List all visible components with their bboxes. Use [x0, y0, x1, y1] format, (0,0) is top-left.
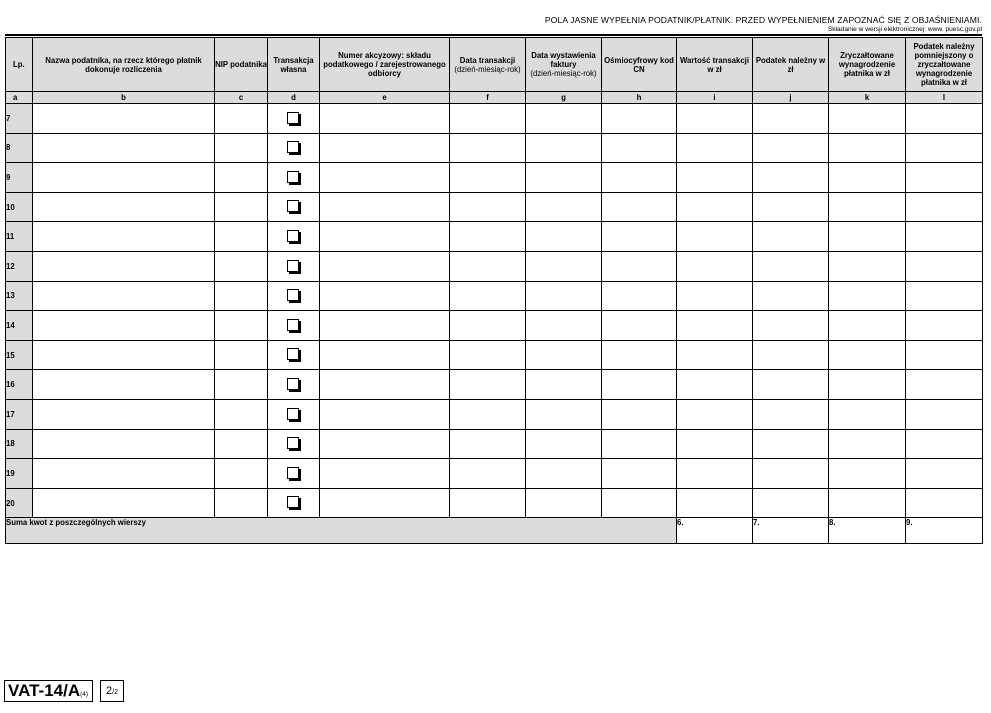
transakcja-wlasna-cell: [268, 429, 320, 459]
column-header-lp: [6, 38, 33, 92]
field-nazwa[interactable]: [33, 222, 215, 252]
field-podatek[interactable]: [753, 163, 829, 193]
field-wartosc[interactable]: [677, 370, 753, 400]
table-row: [6, 370, 983, 400]
column-header-nazwa: [33, 38, 215, 92]
table-row: [6, 133, 983, 163]
field-data_tr[interactable]: [450, 222, 526, 252]
field-data_fv[interactable]: [526, 311, 602, 341]
field-data_tr[interactable]: [450, 281, 526, 311]
field-cn[interactable]: [602, 311, 677, 341]
transakcja-wlasna-cell: [268, 488, 320, 518]
electronic-submission-note: Składanie w wersji elektronicznej: www. puesc.gov.pl: [827, 26, 982, 33]
field-wartosc[interactable]: [677, 340, 753, 370]
column-header-sublabel: (dzień-miesiąc-rok): [454, 64, 521, 74]
transakcja-wlasna-checkbox[interactable]: [287, 230, 299, 242]
row-number: 12: [6, 251, 33, 281]
field-pomn[interactable]: [906, 133, 983, 163]
row-number: 9: [6, 163, 33, 193]
field-numer[interactable]: [320, 192, 450, 222]
field-nazwa[interactable]: [33, 429, 215, 459]
transakcja-wlasna-cell: [268, 311, 320, 341]
field-podatek[interactable]: [753, 104, 829, 134]
transakcja-wlasna-cell: [268, 222, 320, 252]
field-cn[interactable]: [602, 222, 677, 252]
field-cn[interactable]: [602, 104, 677, 134]
page-current: 2: [106, 685, 113, 697]
field-nip[interactable]: [215, 311, 268, 341]
field-podatek[interactable]: [753, 399, 829, 429]
field-nip[interactable]: [215, 370, 268, 400]
field-zrycz[interactable]: [829, 311, 906, 341]
column-letter-nip: c: [215, 92, 268, 104]
field-wartosc[interactable]: [677, 311, 753, 341]
field-data_tr[interactable]: [450, 488, 526, 518]
form-identifier: [4, 680, 93, 702]
transakcja-wlasna-cell: [268, 163, 320, 193]
transakcja-wlasna-checkbox[interactable]: [287, 348, 299, 360]
field-data_tr[interactable]: [450, 459, 526, 489]
form-id-text: VAT-14/A: [8, 681, 81, 700]
transakcja-wlasna-cell: [268, 251, 320, 281]
field-data_fv[interactable]: [526, 429, 602, 459]
header-rule: [5, 34, 982, 36]
field-numer[interactable]: [320, 163, 450, 193]
field-data_fv[interactable]: [526, 488, 602, 518]
transakcja-wlasna-checkbox[interactable]: [287, 408, 299, 420]
row-number: 11: [6, 222, 33, 252]
transakcja-wlasna-checkbox[interactable]: [287, 289, 299, 301]
field-cn[interactable]: [602, 340, 677, 370]
row-number: 20: [6, 488, 33, 518]
field-cn[interactable]: [602, 370, 677, 400]
field-data_fv[interactable]: [526, 133, 602, 163]
summary-field-pomniejszony[interactable]: 9.: [906, 518, 983, 544]
field-pomn[interactable]: [906, 488, 983, 518]
field-cn[interactable]: [602, 399, 677, 429]
field-pomn[interactable]: [906, 399, 983, 429]
field-numer[interactable]: [320, 488, 450, 518]
transakcja-wlasna-checkbox[interactable]: [287, 378, 299, 390]
transakcja-wlasna-checkbox[interactable]: [287, 171, 299, 183]
field-zrycz[interactable]: [829, 340, 906, 370]
row-number: 8: [6, 133, 33, 163]
column-letter-data_tr: f: [450, 92, 526, 104]
field-pomn[interactable]: [906, 429, 983, 459]
field-data_fv[interactable]: [526, 340, 602, 370]
field-wartosc[interactable]: [677, 488, 753, 518]
field-podatek[interactable]: [753, 340, 829, 370]
column-letter-nazwa: b: [33, 92, 215, 104]
column-letter-data_fv: g: [526, 92, 602, 104]
field-nip[interactable]: [215, 192, 268, 222]
field-podatek[interactable]: [753, 370, 829, 400]
summary-field-zryczaltowane[interactable]: 8.: [829, 518, 906, 544]
transakcja-wlasna-checkbox[interactable]: [287, 319, 299, 331]
field-wartosc[interactable]: [677, 192, 753, 222]
field-podatek[interactable]: [753, 222, 829, 252]
field-cn[interactable]: [602, 251, 677, 281]
field-nip[interactable]: [215, 459, 268, 489]
field-numer[interactable]: [320, 429, 450, 459]
field-data_tr[interactable]: [450, 192, 526, 222]
column-letter-pomn: l: [906, 92, 983, 104]
field-pomn[interactable]: [906, 222, 983, 252]
table-row: [6, 488, 983, 518]
transakcja-wlasna-checkbox[interactable]: [287, 467, 299, 479]
table-row: [6, 340, 983, 370]
field-podatek[interactable]: [753, 459, 829, 489]
table-body: [6, 104, 983, 518]
field-nip[interactable]: [215, 163, 268, 193]
field-nazwa[interactable]: [33, 399, 215, 429]
table-row: [6, 163, 983, 193]
field-data_tr[interactable]: [450, 251, 526, 281]
field-nip[interactable]: [215, 340, 268, 370]
field-zrycz[interactable]: [829, 222, 906, 252]
field-nazwa[interactable]: [33, 488, 215, 518]
field-nip[interactable]: [215, 488, 268, 518]
transakcja-wlasna-checkbox[interactable]: [287, 141, 299, 153]
column-header-cn: [602, 38, 677, 92]
field-data_fv[interactable]: [526, 399, 602, 429]
row-number: 10: [6, 192, 33, 222]
page-total: /2: [112, 689, 118, 696]
row-number: 19: [6, 459, 33, 489]
transakcja-wlasna-checkbox[interactable]: [287, 260, 299, 272]
table-row: [6, 251, 983, 281]
field-zrycz[interactable]: [829, 399, 906, 429]
field-nazwa[interactable]: [33, 370, 215, 400]
summary-field-podatek[interactable]: 7.: [753, 518, 829, 544]
column-header-label: Lp.: [13, 60, 25, 69]
field-zrycz[interactable]: [829, 429, 906, 459]
field-pomn[interactable]: [906, 104, 983, 134]
field-data_fv[interactable]: [526, 251, 602, 281]
field-data_tr[interactable]: [450, 163, 526, 193]
column-letter-numer: e: [320, 92, 450, 104]
table-row: [6, 222, 983, 252]
page-number: [100, 680, 124, 702]
summary-label: Suma kwot z poszczególnych wierszy: [6, 518, 677, 544]
column-header-label: Transakcja własna: [273, 55, 314, 74]
field-wartosc[interactable]: [677, 222, 753, 252]
column-header-pomn: [906, 38, 983, 92]
field-data_tr[interactable]: [450, 133, 526, 163]
column-header-numer: [320, 38, 450, 92]
field-nip[interactable]: [215, 429, 268, 459]
row-number: 15: [6, 340, 33, 370]
column-header-data_tr: [450, 38, 526, 92]
field-numer[interactable]: [320, 104, 450, 134]
field-wartosc[interactable]: [677, 251, 753, 281]
transakcja-wlasna-cell: [268, 133, 320, 163]
field-pomn[interactable]: [906, 459, 983, 489]
field-data_tr[interactable]: [450, 340, 526, 370]
field-zrycz[interactable]: [829, 251, 906, 281]
field-podatek[interactable]: [753, 133, 829, 163]
field-data_fv[interactable]: [526, 459, 602, 489]
field-pomn[interactable]: [906, 251, 983, 281]
field-nazwa[interactable]: [33, 281, 215, 311]
row-number: 17: [6, 399, 33, 429]
field-nip[interactable]: [215, 399, 268, 429]
field-podatek[interactable]: [753, 429, 829, 459]
transakcja-wlasna-checkbox[interactable]: [287, 200, 299, 212]
field-podatek[interactable]: [753, 311, 829, 341]
table-row: [6, 311, 983, 341]
column-letter-lp: a: [6, 92, 33, 104]
column-letter-row: [6, 92, 983, 104]
field-cn[interactable]: [602, 133, 677, 163]
field-data_fv[interactable]: [526, 104, 602, 134]
column-letter-wartosc: i: [677, 92, 753, 104]
field-nazwa[interactable]: [33, 340, 215, 370]
field-wartosc[interactable]: [677, 429, 753, 459]
field-nazwa[interactable]: [33, 311, 215, 341]
row-number: 18: [6, 429, 33, 459]
column-header-wartosc: [677, 38, 753, 92]
row-number: 16: [6, 370, 33, 400]
column-header-label: Wartość transakcji w zł: [679, 55, 750, 74]
table-row: [6, 104, 983, 134]
field-numer[interactable]: [320, 340, 450, 370]
field-zrycz[interactable]: [829, 163, 906, 193]
field-pomn[interactable]: [906, 192, 983, 222]
field-data_fv[interactable]: [526, 192, 602, 222]
transakcja-wlasna-cell: [268, 370, 320, 400]
column-letter-zrycz: k: [829, 92, 906, 104]
transakcja-wlasna-checkbox[interactable]: [287, 112, 299, 124]
transakcja-wlasna-cell: [268, 104, 320, 134]
field-data_tr[interactable]: [450, 370, 526, 400]
transakcja-wlasna-cell: [268, 192, 320, 222]
field-zrycz[interactable]: [829, 104, 906, 134]
field-numer[interactable]: [320, 459, 450, 489]
field-nip[interactable]: [215, 222, 268, 252]
field-pomn[interactable]: [906, 340, 983, 370]
field-wartosc[interactable]: [677, 281, 753, 311]
table-row: [6, 281, 983, 311]
field-nip[interactable]: [215, 104, 268, 134]
column-header-data_fv: [526, 38, 602, 92]
field-cn[interactable]: [602, 459, 677, 489]
transakcja-wlasna-checkbox[interactable]: [287, 496, 299, 508]
field-zrycz[interactable]: [829, 192, 906, 222]
table-row: [6, 459, 983, 489]
field-nazwa[interactable]: [33, 104, 215, 134]
field-nip[interactable]: [215, 133, 268, 163]
field-pomn[interactable]: [906, 311, 983, 341]
field-nazwa[interactable]: [33, 192, 215, 222]
field-nazwa[interactable]: [33, 251, 215, 281]
column-header-nip: [215, 38, 268, 92]
field-nip[interactable]: [215, 251, 268, 281]
field-pomn[interactable]: [906, 163, 983, 193]
field-podatek[interactable]: [753, 281, 829, 311]
field-wartosc[interactable]: [677, 133, 753, 163]
field-data_fv[interactable]: [526, 222, 602, 252]
summary-field-wartosc[interactable]: 6.: [677, 518, 753, 544]
field-nazwa[interactable]: [33, 133, 215, 163]
column-header-label: Data transakcji: [459, 55, 516, 65]
field-wartosc[interactable]: [677, 459, 753, 489]
row-number: 14: [6, 311, 33, 341]
row-number: 7: [6, 104, 33, 134]
field-data_tr[interactable]: [450, 104, 526, 134]
field-nip[interactable]: [215, 281, 268, 311]
column-header-zrycz: [829, 38, 906, 92]
field-podatek[interactable]: [753, 251, 829, 281]
field-numer[interactable]: [320, 222, 450, 252]
field-numer[interactable]: [320, 370, 450, 400]
transakcja-wlasna-checkbox[interactable]: [287, 437, 299, 449]
column-header-label: Podatek należny pomniejszony o zryczałtowane wynagrodzenie płatnika w zł: [913, 42, 975, 87]
column-header-label: Ośmiocyfrowy kod CN: [604, 55, 674, 74]
column-header-transakcja: [268, 38, 320, 92]
table-row: [6, 192, 983, 222]
table-row: [6, 429, 983, 459]
field-wartosc[interactable]: [677, 104, 753, 134]
transakcja-wlasna-cell: [268, 281, 320, 311]
field-zrycz[interactable]: [829, 281, 906, 311]
field-data_fv[interactable]: [526, 163, 602, 193]
column-header-podatek: [753, 38, 829, 92]
field-wartosc[interactable]: [677, 163, 753, 193]
summary-row: [6, 518, 983, 544]
field-zrycz[interactable]: [829, 488, 906, 518]
field-cn[interactable]: [602, 281, 677, 311]
field-data_tr[interactable]: [450, 429, 526, 459]
column-header-label: Nazwa podatnika, na rzecz którego płatnik dokonuje rozliczenia: [45, 55, 202, 74]
column-header-label: Data wystawienia faktury: [531, 51, 596, 69]
column-header-row: [6, 38, 983, 92]
field-cn[interactable]: [602, 192, 677, 222]
column-letter-cn: h: [602, 92, 677, 104]
transakcja-wlasna-cell: [268, 459, 320, 489]
field-pomn[interactable]: [906, 281, 983, 311]
row-number: 13: [6, 281, 33, 311]
column-header-sublabel: (dzień-miesiąc-rok): [530, 69, 597, 78]
field-numer[interactable]: [320, 281, 450, 311]
field-zrycz[interactable]: [829, 133, 906, 163]
field-numer[interactable]: [320, 311, 450, 341]
fill-instruction: POLA JASNE WYPEŁNIA PODATNIK/PŁATNIK. PRZED WYPEŁNIENIEM ZAPOZNAĆ SIĘ Z OBJAŚNIENIAMI.: [544, 15, 982, 25]
field-wartosc[interactable]: [677, 399, 753, 429]
field-cn[interactable]: [602, 429, 677, 459]
field-podatek[interactable]: [753, 488, 829, 518]
transactions-table: [5, 37, 983, 544]
field-cn[interactable]: [602, 163, 677, 193]
field-podatek[interactable]: [753, 192, 829, 222]
field-zrycz[interactable]: [829, 459, 906, 489]
field-zrycz[interactable]: [829, 370, 906, 400]
field-data_tr[interactable]: [450, 311, 526, 341]
field-numer[interactable]: [320, 399, 450, 429]
field-data_fv[interactable]: [526, 370, 602, 400]
form-version: (4): [80, 691, 89, 698]
field-nazwa[interactable]: [33, 163, 215, 193]
field-data_tr[interactable]: [450, 399, 526, 429]
transakcja-wlasna-cell: [268, 399, 320, 429]
column-letter-transakcja: d: [268, 92, 320, 104]
field-numer[interactable]: [320, 251, 450, 281]
field-numer[interactable]: [320, 133, 450, 163]
column-header-label: Zryczałtowane wynagrodzenie płatnika w zł: [838, 51, 896, 78]
field-data_fv[interactable]: [526, 281, 602, 311]
table-row: [6, 399, 983, 429]
field-nazwa[interactable]: [33, 459, 215, 489]
transakcja-wlasna-cell: [268, 340, 320, 370]
column-letter-podatek: j: [753, 92, 829, 104]
column-header-label: NIP podatnika: [215, 60, 267, 69]
field-cn[interactable]: [602, 488, 677, 518]
column-header-label: Podatek należny w zł: [755, 55, 826, 74]
field-pomn[interactable]: [906, 370, 983, 400]
column-header-label: Numer akcyzowy: składu podatkowego / zarejestrowanego odbiorcy: [323, 51, 446, 78]
